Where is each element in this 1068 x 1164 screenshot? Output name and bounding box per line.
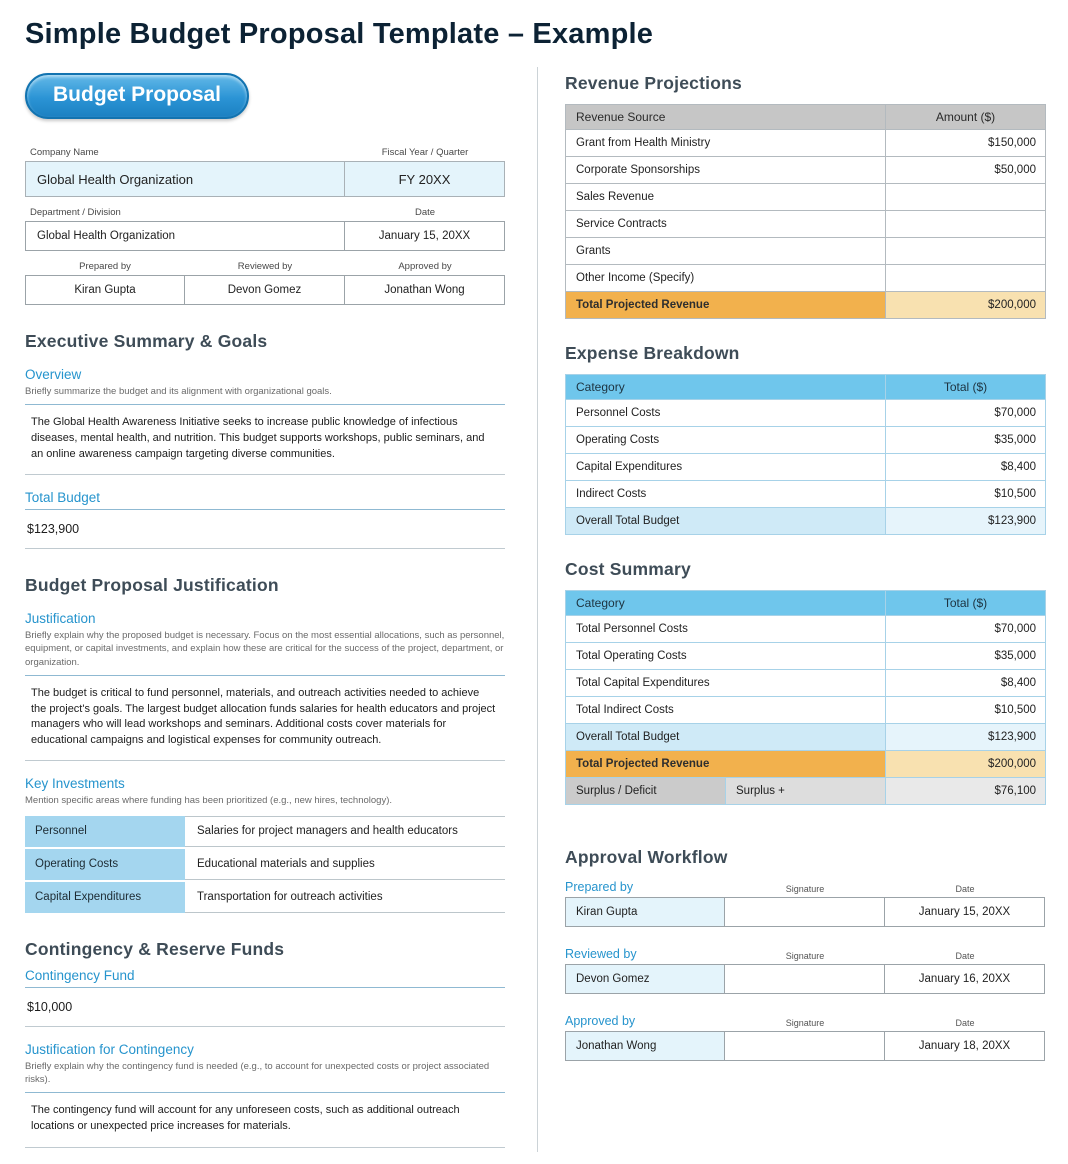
revenue-source-cell[interactable]: Corporate Sponsorships bbox=[566, 157, 886, 184]
overall-total-row bbox=[566, 724, 1046, 751]
cost-category-cell[interactable]: Total Personnel Costs bbox=[566, 616, 886, 643]
revenue-total-label: Total Projected Revenue bbox=[566, 292, 886, 319]
revenue-amount-cell[interactable] bbox=[886, 211, 1046, 238]
expense-total-header: Total ($) bbox=[886, 375, 1046, 400]
approval-step-prepared bbox=[565, 880, 1046, 927]
overview-text[interactable]: The Global Health Awareness Initiative seeks to increase public knowledge of infectious diseases, mental health, and nutrition. This budget supports workshops, public seminars, and an online awareness campaign targeting diverse communities. bbox=[31, 416, 485, 460]
projected-revenue-amount[interactable]: $200,000 bbox=[886, 751, 1046, 778]
company-fiscal-labels bbox=[25, 147, 505, 158]
revenue-amount-cell[interactable] bbox=[886, 265, 1046, 292]
page-title: Simple Budget Proposal Template – Example bbox=[25, 18, 654, 50]
cost-summary-row bbox=[566, 643, 1046, 670]
date-label: Date bbox=[955, 884, 975, 894]
cost-summary-row bbox=[566, 616, 1046, 643]
approval-step-cells bbox=[565, 964, 1046, 994]
expense-category-cell[interactable]: Operating Costs bbox=[566, 427, 886, 454]
column-divider-line bbox=[537, 67, 538, 1152]
revenue-source-cell[interactable]: Grants bbox=[566, 238, 886, 265]
revenue-row bbox=[566, 184, 1046, 211]
signature-label: Signature bbox=[785, 884, 825, 894]
projected-revenue-label: Total Projected Revenue bbox=[566, 751, 886, 778]
section-rule bbox=[25, 404, 505, 405]
cost-amount-cell[interactable]: $35,000 bbox=[886, 643, 1046, 670]
cost-amount-cell[interactable]: $70,000 bbox=[886, 616, 1046, 643]
expense-category-header: Category bbox=[566, 375, 886, 400]
contingency-justification-subheading: Justification for Contingency bbox=[25, 1041, 194, 1057]
revenue-source-cell[interactable]: Sales Revenue bbox=[566, 184, 886, 211]
department-date-row bbox=[25, 221, 505, 251]
reviewed-by-signature-cell[interactable] bbox=[725, 964, 885, 994]
right-column bbox=[565, 67, 1046, 1081]
approved-by-date-cell[interactable]: January 18, 20XX bbox=[885, 1031, 1045, 1061]
prepared-by-date-cell[interactable]: January 15, 20XX bbox=[885, 897, 1045, 927]
approved-by-signature-cell[interactable] bbox=[725, 1031, 885, 1061]
signoff-row bbox=[25, 275, 505, 305]
expense-row bbox=[566, 427, 1046, 454]
contingency-fund-value[interactable]: $10,000 bbox=[27, 999, 73, 1014]
investment-description[interactable]: Educational materials and supplies bbox=[185, 849, 505, 880]
date-label: Date bbox=[955, 1018, 975, 1028]
surplus-deficit-row bbox=[566, 778, 1046, 805]
revenue-amount-cell[interactable]: $150,000 bbox=[886, 130, 1046, 157]
date-label: Date bbox=[414, 207, 436, 218]
budget-proposal-badge bbox=[25, 73, 249, 119]
expense-header-row bbox=[566, 375, 1046, 400]
expense-amount-cell[interactable]: $10,500 bbox=[886, 481, 1046, 508]
section-rule bbox=[25, 548, 505, 549]
expense-total-label: Overall Total Budget bbox=[566, 508, 886, 535]
approval-heading: Approval Workflow bbox=[565, 847, 728, 867]
expense-row bbox=[566, 400, 1046, 427]
key-investments-table bbox=[25, 816, 505, 913]
department-label: Department / Division bbox=[30, 207, 121, 218]
signoff-labels bbox=[25, 261, 505, 272]
justification-subheading: Justification bbox=[25, 611, 96, 627]
section-rule bbox=[25, 1092, 505, 1093]
revenue-amount-cell[interactable] bbox=[886, 184, 1046, 211]
cost-summary-category-header: Category bbox=[566, 591, 886, 616]
prepared-by-role-label: Prepared by bbox=[565, 880, 634, 894]
key-investments-subheading: Key Investments bbox=[25, 776, 125, 792]
approval-step-labels bbox=[565, 1014, 1046, 1028]
reviewed-by-date-cell[interactable]: January 16, 20XX bbox=[885, 964, 1045, 994]
cost-summary-row bbox=[566, 697, 1046, 724]
reviewed-by-field[interactable]: Devon Gomez bbox=[185, 275, 345, 305]
key-investments-hint: Mention specific areas where funding has been prioritized (e.g., new hires, technology). bbox=[25, 795, 393, 807]
revenue-row bbox=[566, 157, 1046, 184]
approval-step-labels bbox=[565, 947, 1046, 961]
revenue-table bbox=[565, 104, 1046, 319]
revenue-source-header: Revenue Source bbox=[566, 105, 886, 130]
justification-text[interactable]: The budget is critical to fund personnel, materials, and outreach activities needed to achieve the project's goals. The largest budget allocation funds salaries for health educators and project managers who will lead workshops and seminars. Additional costs cover materials for educational campaigns and logistical expenses for community outreach. bbox=[31, 687, 496, 746]
investment-row bbox=[25, 816, 505, 847]
expense-heading: Expense Breakdown bbox=[565, 343, 740, 363]
department-field[interactable]: Global Health Organization bbox=[25, 221, 345, 251]
revenue-amount-header: Amount ($) bbox=[886, 105, 1046, 130]
justification-hint: Briefly explain why the proposed budget is necessary. Focus on the most essential allocations, such as personnel, equipment, or capital investments, and explain how these are critical for the success of the project, department, or organization. bbox=[25, 630, 505, 668]
section-rule bbox=[25, 675, 505, 676]
company-name-label: Company Name bbox=[30, 147, 99, 158]
date-field[interactable]: January 15, 20XX bbox=[345, 221, 505, 251]
left-column bbox=[25, 67, 505, 1152]
approved-by-role-label: Approved by bbox=[565, 1014, 636, 1028]
contingency-justification-hint: Briefly explain why the contingency fund is needed (e.g., to account for unexpected costs or project associated risks). bbox=[25, 1060, 490, 1086]
expense-table bbox=[565, 374, 1046, 535]
projected-revenue-row bbox=[566, 751, 1046, 778]
approval-step-reviewed bbox=[565, 947, 1046, 994]
company-fiscal-row bbox=[25, 161, 505, 197]
two-column-layout bbox=[25, 67, 1068, 1152]
cost-summary-header-row bbox=[566, 591, 1046, 616]
overview-hint: Briefly summarize the budget and its alignment with organizational goals. bbox=[25, 386, 332, 397]
revenue-row bbox=[566, 211, 1046, 238]
budget-proposal-badge-label: Budget Proposal bbox=[53, 83, 222, 106]
contingency-fund-subheading: Contingency Fund bbox=[25, 967, 135, 983]
expense-category-cell[interactable]: Personnel Costs bbox=[566, 400, 886, 427]
section-rule bbox=[25, 1147, 505, 1148]
revenue-amount-cell[interactable] bbox=[886, 238, 1046, 265]
revenue-source-cell[interactable]: Other Income (Specify) bbox=[566, 265, 886, 292]
revenue-row bbox=[566, 238, 1046, 265]
investment-category[interactable]: Personnel bbox=[25, 816, 185, 847]
cost-summary-row bbox=[566, 670, 1046, 697]
cost-summary-table bbox=[565, 590, 1046, 805]
cost-amount-cell[interactable]: $8,400 bbox=[886, 670, 1046, 697]
prepared-by-signature-cell[interactable] bbox=[725, 897, 885, 927]
revenue-heading: Revenue Projections bbox=[565, 73, 742, 93]
section-rule bbox=[25, 760, 505, 761]
fiscal-year-label: Fiscal Year / Quarter bbox=[381, 147, 469, 158]
overall-total-label: Overall Total Budget bbox=[566, 724, 886, 751]
revenue-total-row bbox=[566, 292, 1046, 319]
expense-amount-cell[interactable]: $8,400 bbox=[886, 454, 1046, 481]
cost-summary-heading: Cost Summary bbox=[565, 559, 691, 579]
contingency-justification-text[interactable]: The contingency fund will account for any unforeseen costs, such as additional outreach locations or unexpected price increases for materials. bbox=[31, 1104, 460, 1132]
overall-total-amount[interactable]: $123,900 bbox=[886, 724, 1046, 751]
prepared-by-label: Prepared by bbox=[79, 261, 131, 272]
expense-amount-cell[interactable]: $35,000 bbox=[886, 427, 1046, 454]
section-rule bbox=[25, 987, 505, 988]
expense-amount-cell[interactable]: $70,000 bbox=[886, 400, 1046, 427]
signature-label: Signature bbox=[785, 951, 825, 961]
prepared-by-name-cell[interactable]: Kiran Gupta bbox=[565, 897, 725, 927]
fiscal-year-field[interactable]: FY 20XX bbox=[345, 161, 505, 197]
investment-category[interactable]: Capital Expenditures bbox=[25, 882, 185, 913]
section-rule bbox=[25, 1026, 505, 1027]
expense-row bbox=[566, 454, 1046, 481]
signature-label: Signature bbox=[785, 1018, 825, 1028]
expense-total-amount[interactable]: $123,900 bbox=[886, 508, 1046, 535]
investment-row bbox=[25, 882, 505, 913]
surplus-deficit-label: Surplus / Deficit bbox=[566, 778, 726, 805]
revenue-row bbox=[566, 265, 1046, 292]
expense-total-row bbox=[566, 508, 1046, 535]
revenue-amount-cell[interactable]: $50,000 bbox=[886, 157, 1046, 184]
revenue-header-row bbox=[566, 105, 1046, 130]
prepared-by-field[interactable]: Kiran Gupta bbox=[25, 275, 185, 305]
total-budget-subheading: Total Budget bbox=[25, 490, 101, 506]
expense-category-cell[interactable]: Indirect Costs bbox=[566, 481, 886, 508]
approved-by-label: Approved by bbox=[398, 261, 452, 272]
investment-row bbox=[25, 849, 505, 880]
approval-step-cells bbox=[565, 1031, 1046, 1061]
cost-category-cell[interactable]: Total Operating Costs bbox=[566, 643, 886, 670]
approval-step-cells bbox=[565, 897, 1046, 927]
contingency-heading: Contingency & Reserve Funds bbox=[25, 938, 285, 959]
surplus-status-cell[interactable]: Surplus + bbox=[726, 778, 886, 805]
cost-category-cell[interactable]: Total Indirect Costs bbox=[566, 697, 886, 724]
investment-description[interactable]: Salaries for project managers and health educators bbox=[185, 816, 505, 847]
expense-category-cell[interactable]: Capital Expenditures bbox=[566, 454, 886, 481]
department-date-labels bbox=[25, 207, 505, 218]
reviewed-by-label: Reviewed by bbox=[237, 261, 293, 272]
revenue-total-amount[interactable]: $200,000 bbox=[886, 292, 1046, 319]
section-rule bbox=[25, 509, 505, 510]
revenue-row bbox=[566, 130, 1046, 157]
cost-category-cell[interactable]: Total Capital Expenditures bbox=[566, 670, 886, 697]
revenue-source-cell[interactable]: Service Contracts bbox=[566, 211, 886, 238]
justification-heading: Budget Proposal Justification bbox=[25, 575, 279, 596]
revenue-source-cell[interactable]: Grant from Health Ministry bbox=[566, 130, 886, 157]
section-rule bbox=[25, 474, 505, 475]
reviewed-by-role-label: Reviewed by bbox=[565, 947, 637, 961]
executive-summary-heading: Executive Summary & Goals bbox=[25, 331, 268, 351]
approval-step-approved bbox=[565, 1014, 1046, 1061]
approval-step-labels bbox=[565, 880, 1046, 894]
surplus-amount-cell[interactable]: $76,100 bbox=[886, 778, 1046, 805]
cost-summary-total-header: Total ($) bbox=[886, 591, 1046, 616]
cost-amount-cell[interactable]: $10,500 bbox=[886, 697, 1046, 724]
date-label: Date bbox=[955, 951, 975, 961]
investment-category[interactable]: Operating Costs bbox=[25, 849, 185, 880]
reviewed-by-name-cell[interactable]: Devon Gomez bbox=[565, 964, 725, 994]
total-budget-value[interactable]: $123,900 bbox=[27, 522, 80, 537]
investment-description[interactable]: Transportation for outreach activities bbox=[185, 882, 505, 913]
overview-subheading: Overview bbox=[25, 367, 82, 382]
approved-by-name-cell[interactable]: Jonathan Wong bbox=[565, 1031, 725, 1061]
expense-row bbox=[566, 481, 1046, 508]
company-name-field[interactable]: Global Health Organization bbox=[25, 161, 345, 197]
approved-by-field[interactable]: Jonathan Wong bbox=[345, 275, 505, 305]
